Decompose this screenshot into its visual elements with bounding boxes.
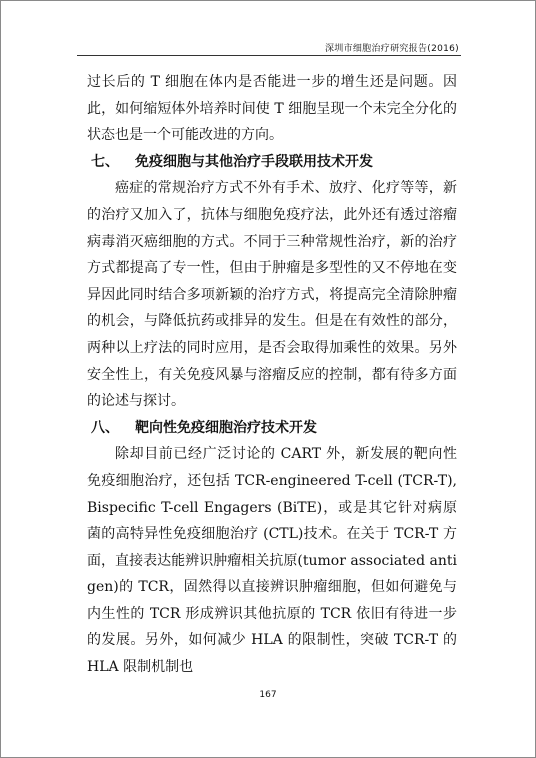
section-8-paragraph: 除却目前已经广泛讨论的 CART 外，新发展的靶向性免疫细胞治疗，还包括 TCR-engineered T-cell (TCR-T), Bispecific T-cell Engagers (BiTE)，或是其它针对病原菌的高特异性免疫细胞治疗 (CTL)技术。在关于 TCR-T 方面，直接表达能辨识肿瘤相关抗原(tumor associated antigen)的 TCR，固然得以直接辨识肿瘤细胞，但如何避免与内生性的 TCR 形成辨识其他抗原的 TCR 依旧有待进一步的发展。另外，如何减少 HLA 的限制性，突破 TCR-T 的 HLA 限制机制也 — [87, 446, 457, 676]
section-8-number: 八、 — [91, 419, 119, 436]
section-7-paragraph: 癌症的常规治疗方式不外有手术、放疗、化疗等等，新的治疗又加入了，抗体与细胞免疫疗法，此外还有透过溶瘤病毒消灭癌细胞的方式。不同于三种常规性治疗，新的治疗方式都提高了专一性，但由于肿瘤是多型性的又不停地在变异因此同时结合多项新颖的治疗方式，将提高完全清除肿瘤的机会，与降低抗药或排异的发生。但是在有效性的部分，两种以上疗法的同时应用，是否会取得加乘性的效果。另外安全性上，有关免疫风暴与溶瘤反应的控制，都有待多方面的论述与探讨。 — [87, 180, 457, 410]
section-7-heading — [87, 149, 457, 176]
page-number: 167 — [259, 690, 277, 700]
page-body — [87, 69, 457, 681]
section-8-title: 靶向性免疫细胞治疗技术开发 — [135, 419, 317, 436]
running-header: 深圳市细胞治疗研究报告(2016) — [324, 44, 459, 54]
section-8-heading — [87, 415, 457, 442]
paragraph-continued: 过长后的 T 细胞在体内是否能进一步的增生还是问题。因此，如何缩短体外培养时间使 T 细胞呈现一个未完全分化的状态也是一个可能改进的方向。 — [87, 74, 457, 144]
section-7-title: 免疫细胞与其他治疗手段联用技术开发 — [135, 153, 373, 170]
section-7-number: 七、 — [91, 153, 119, 170]
header-rule — [77, 55, 461, 56]
